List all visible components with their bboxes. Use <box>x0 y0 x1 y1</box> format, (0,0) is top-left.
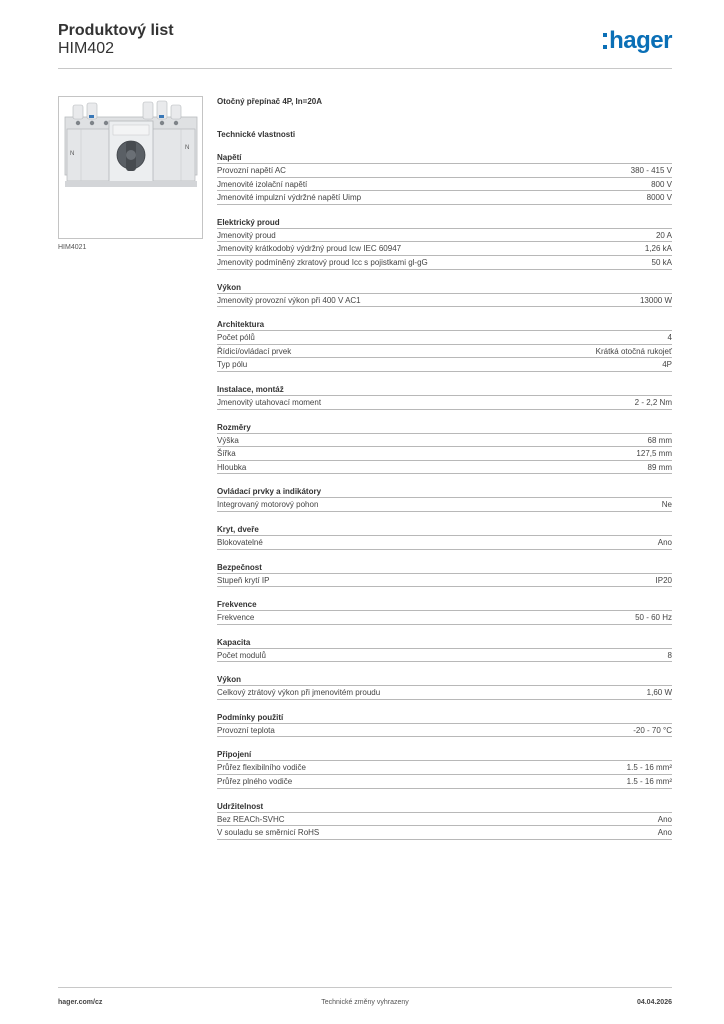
spec-label: Integrovaný motorový pohon <box>217 500 319 510</box>
spec-label: Průřez flexibilního vodiče <box>217 763 306 773</box>
spec-label: Jmenovitý podmíněný zkratový proud Icc s pojistkami gl-gG <box>217 257 428 267</box>
spec-value: 89 mm <box>647 462 672 472</box>
spec-label: Jmenovitý krátkodobý výdržný proud Icw IEC 60947 <box>217 244 402 254</box>
spec-row <box>217 461 672 475</box>
spec-value: 1.5 - 16 mm² <box>626 763 672 773</box>
spec-value: 127,5 mm <box>636 449 672 459</box>
spec-row <box>217 358 672 372</box>
product-image <box>58 96 203 239</box>
spec-value: 8000 V <box>646 193 672 203</box>
spec-row <box>217 164 672 178</box>
svg-text:N: N <box>185 145 190 151</box>
spec-value: 20 A <box>655 230 672 240</box>
spec-row <box>217 574 672 588</box>
spec-section <box>217 674 672 700</box>
spec-section <box>217 749 672 788</box>
hager-logo <box>603 28 672 54</box>
spec-value: 4 <box>667 333 672 343</box>
spec-label: Výška <box>217 435 239 445</box>
spec-section <box>217 599 672 625</box>
section-title: Kryt, dveře <box>217 524 672 536</box>
spec-section <box>217 486 672 512</box>
spec-value: 4P <box>662 360 672 370</box>
spec-label: Jmenovitý utahovací moment <box>217 397 322 407</box>
section-title: Výkon <box>217 674 672 686</box>
spec-value: 68 mm <box>647 435 672 445</box>
product-name: Otočný přepínač 4P, In=20A <box>217 97 323 106</box>
spec-value: 1,26 kA <box>644 244 672 254</box>
spec-section <box>217 562 672 588</box>
section-title: Výkon <box>217 282 672 294</box>
spec-value: -20 - 70 °C <box>633 725 672 735</box>
spec-value: 50 kA <box>651 257 672 267</box>
spec-section <box>217 217 672 270</box>
spec-row <box>217 649 672 663</box>
spec-label: Provozní teplota <box>217 725 275 735</box>
section-title: Podmínky použití <box>217 712 672 724</box>
spec-row <box>217 345 672 359</box>
spec-label: V souladu se směrnicí RoHS <box>217 828 320 838</box>
spec-row <box>217 229 672 243</box>
spec-label: Počet modulů <box>217 650 266 660</box>
logo-colon-icon <box>603 33 607 49</box>
spec-label: Jmenovité impulzní výdržné napětí Uimp <box>217 193 362 203</box>
document-title: Produktový list <box>58 22 174 39</box>
spec-section <box>217 319 672 372</box>
spec-label: Hloubka <box>217 462 247 472</box>
spec-row <box>217 536 672 550</box>
spec-row <box>217 396 672 410</box>
product-code: HIM402 <box>58 40 115 57</box>
spec-value: Ano <box>657 814 672 824</box>
spec-row <box>217 331 672 345</box>
section-title: Instalace, montáž <box>217 384 672 396</box>
spec-value: IP20 <box>655 575 672 585</box>
image-caption: HIM4021 <box>58 244 87 251</box>
section-title: Bezpečnost <box>217 562 672 574</box>
spec-section <box>217 152 672 205</box>
spec-label: Jmenovitý provozní výkon při 400 V AC1 <box>217 295 361 305</box>
spec-sections <box>217 152 672 840</box>
spec-row <box>217 498 672 512</box>
spec-section <box>217 524 672 550</box>
spec-content <box>217 96 672 840</box>
rotary-switch-image <box>59 97 202 238</box>
spec-label: Frekvence <box>217 613 255 623</box>
spec-row <box>217 826 672 840</box>
spec-label: Typ pólu <box>217 360 248 370</box>
spec-label: Jmenovitý proud <box>217 230 276 240</box>
spec-row <box>217 761 672 775</box>
spec-value: 50 - 60 Hz <box>635 613 672 623</box>
page-header <box>58 22 672 69</box>
footer-disclaimer: Technické změny vyhrazeny <box>321 999 409 1006</box>
spec-row <box>217 724 672 738</box>
spec-row <box>217 611 672 625</box>
spec-row <box>217 447 672 461</box>
spec-row <box>217 256 672 270</box>
spec-value: 800 V <box>651 179 672 189</box>
footer-date: 04.04.2026 <box>636 999 672 1006</box>
spec-label: Jmenovité izolační napětí <box>217 179 308 189</box>
spec-section <box>217 282 672 308</box>
section-title: Připojení <box>217 749 672 761</box>
spec-label: Provozní napětí AC <box>217 166 286 175</box>
section-title: Kapacita <box>217 637 672 649</box>
specs-title: Technické vlastnosti <box>217 130 296 139</box>
spec-row <box>217 813 672 827</box>
spec-row <box>217 242 672 256</box>
section-title: Napětí <box>217 152 672 164</box>
spec-section <box>217 712 672 738</box>
spec-section <box>217 637 672 663</box>
svg-text:N: N <box>70 151 75 157</box>
spec-section <box>217 801 672 840</box>
spec-label: Řídicí/ovládací prvek <box>217 346 292 356</box>
spec-row <box>217 294 672 308</box>
spec-label: Šířka <box>217 449 236 459</box>
page-footer <box>58 987 672 1013</box>
spec-value: 380 - 415 V <box>630 166 672 175</box>
section-title: Ovládací prvky a indikátory <box>217 486 672 498</box>
section-title: Elektrický proud <box>217 217 672 229</box>
spec-value: 8 <box>667 650 672 660</box>
spec-row <box>217 191 672 205</box>
spec-section <box>217 422 672 475</box>
spec-value: 13000 W <box>639 295 672 305</box>
spec-label: Blokovatelné <box>217 537 263 547</box>
spec-label: Stupeň krytí IP <box>217 575 270 585</box>
section-title: Architektura <box>217 319 672 331</box>
spec-value: 2 - 2,2 Nm <box>634 397 672 407</box>
spec-row <box>217 178 672 192</box>
spec-row <box>217 775 672 789</box>
spec-value: 1,60 W <box>646 688 672 698</box>
section-title: Udržitelnost <box>217 801 672 813</box>
spec-row <box>217 686 672 700</box>
spec-label: Celkový ztrátový výkon při jmenovitém proudu <box>217 688 381 698</box>
spec-row <box>217 434 672 448</box>
spec-value: Ano <box>657 828 672 838</box>
section-title: Frekvence <box>217 599 672 611</box>
spec-section <box>217 384 672 410</box>
spec-label: Průřez plného vodiče <box>217 777 293 787</box>
spec-value: 1.5 - 16 mm² <box>626 777 672 787</box>
logo-wordmark: hager <box>609 27 672 54</box>
spec-value: Krátká otočná rukojeť <box>595 346 672 356</box>
footer-website: hager.com/cz <box>58 999 103 1006</box>
spec-label: Počet pólů <box>217 333 255 343</box>
spec-value: Ano <box>657 537 672 547</box>
spec-value: Ne <box>661 500 672 510</box>
spec-label: Bez REACh-SVHC <box>217 814 285 824</box>
section-title: Rozměry <box>217 422 672 434</box>
